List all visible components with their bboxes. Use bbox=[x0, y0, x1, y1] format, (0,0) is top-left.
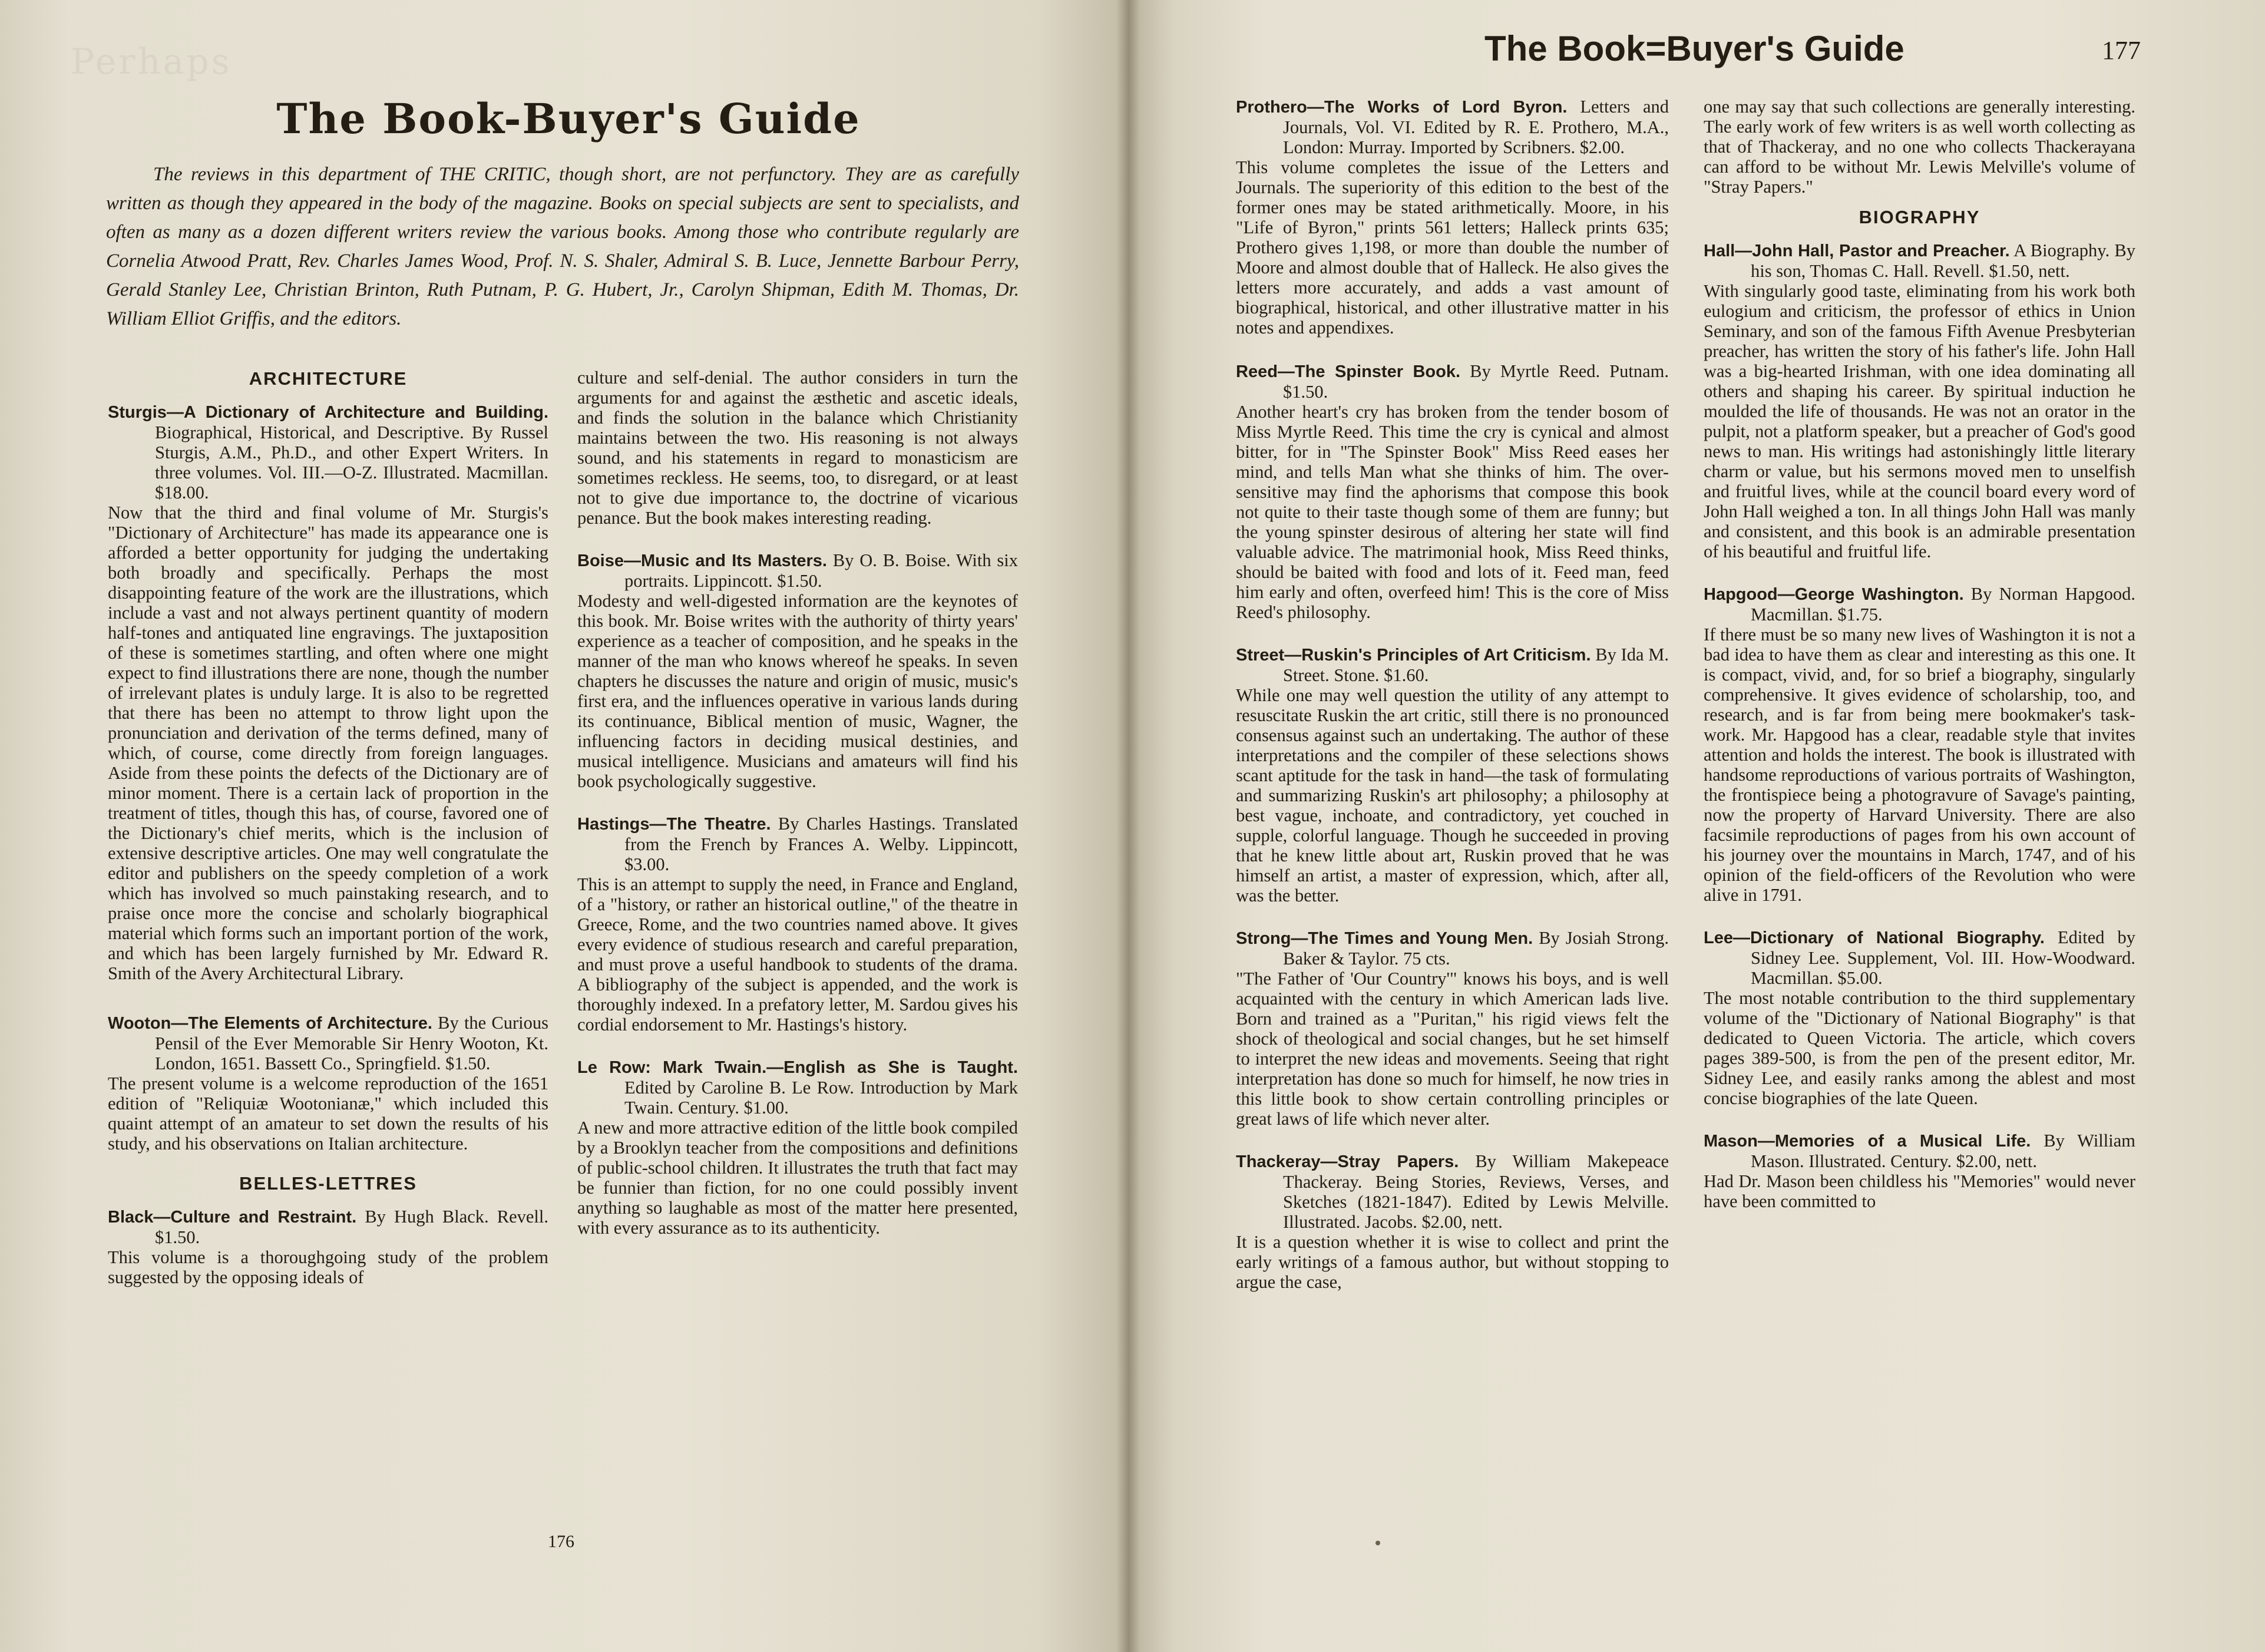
right-column-2 bbox=[1704, 97, 2135, 1231]
intro-text: The reviews in this department of THE CRITIC, though short, are not perfunctory. They are as carefully written as though they appeared in the body of the magazine. Books on special subjects are sent to specialists, and often as many as a dozen different writers review the various books. Among those who contribute regularly are Cornelia Atwood Pratt, Rev. Charles James Wood, Prof. N. S. Shaler, Admiral S. B. Luce, Jennette Barbour Perry, Gerald Stanley Lee, Christian Brinton, Ruth Putnam, P. G. Hubert, Jr., Carolyn Shipman, Edith M. Thomas, Dr. William Elliot Griffis, and the editors. bbox=[106, 164, 1019, 329]
review-title: Lee—Dictionary of National Biography. bbox=[1704, 929, 2045, 947]
review-title: Street—Ruskin's Principles of Art Criticism. bbox=[1236, 646, 1591, 665]
review-body: This volume completes the issue of the Letters and Journals. The superiority of this edition to the best of the former ones may be stated arithmetically. Moore, in his "Life of Byron," prints 561 letters; Halleck prints 635; Prothero gives 1,198, or more than double the number of Moore and almost double that of Halleck. He also gives the letters more accurately, and adds a vast amount of biographical, historical, and other illustrative matter in his notes and appendixes. bbox=[1236, 157, 1669, 338]
review-thackeray-continued bbox=[1704, 97, 2135, 197]
review-meta: By O. B. Boise. With six portraits. Lippincott. $1.50. bbox=[624, 550, 1019, 591]
review-black bbox=[108, 1207, 548, 1287]
review-hastings bbox=[577, 814, 1018, 1035]
running-head: The Book=Buyer's Guide bbox=[1484, 29, 1904, 68]
review-hall bbox=[1704, 240, 2135, 561]
review-body: Another heart's cry has broken from the tender bosom of Miss Myrtle Reed. This time the cry is cynical and almost bitter, for in "The Spinster Book" Miss Reed eases her mind, and tells Man what she thinks of him. The over-sensitive may find the aphorisms that compose this book not quite to their taste though some of them are funny; but the young spinster desirous of altering her state will find valuable advice. The matrimonial hook, Miss Reed thinks, should be baited with food and lots of it. Feed man, feed him early and often, overfeed him! This is the core of Miss Reed's philosophy. bbox=[1236, 402, 1669, 622]
review-sturgis bbox=[108, 402, 548, 983]
review-meta: By William Makepeace Thackeray. Being Stories, Reviews, Verses, and Sketches (1821-1847). Edited by Lewis Melville. Illustrated. Jacobs. $2.00, nett. bbox=[1283, 1151, 1669, 1232]
review-meta: A Biography. By his son, Thomas C. Hall. Revell. $1.50, nett. bbox=[1751, 240, 2136, 281]
review-heading bbox=[1236, 645, 1669, 685]
review-heading bbox=[108, 1013, 548, 1073]
review-heading bbox=[1236, 1151, 1669, 1232]
review-hapgood bbox=[1704, 584, 2135, 905]
review-heading bbox=[1236, 361, 1669, 402]
review-boise bbox=[577, 550, 1018, 791]
review-title: Black—Culture and Restraint. bbox=[108, 1208, 357, 1227]
review-meta: By Hugh Black. Revell. $1.50. bbox=[155, 1207, 548, 1247]
review-title: Sturgis—A Dictionary of Architecture and Building. bbox=[108, 403, 548, 422]
review-meta: By Norman Hapgood. Macmillan. $1.75. bbox=[1751, 584, 2136, 625]
review-body: one may say that such collections are generally interesting. The early work of few writers is as well worth collecting as that of Thackeray, and no one who collects Thackerayana can afford to be without Mr. Lewis Melville's volume of "Stray Papers." bbox=[1704, 97, 2135, 197]
review-meta: By the Curious Pensil of the Ever Memorable Sir Henry Wooton, Kt. London, 1651. Bassett Co., Springfield. $1.50. bbox=[155, 1013, 549, 1073]
review-body: This volume is a thoroughgoing study of the problem suggested by the opposing ideals of bbox=[108, 1247, 548, 1287]
review-lee bbox=[1704, 927, 2135, 1108]
review-heading bbox=[1704, 1131, 2135, 1171]
left-column-1 bbox=[108, 366, 548, 1307]
review-body: If there must be so many new lives of Washington it is not a bad idea to have them as clear and interesting as this one. It is compact, vivid, and, for so brief a biography, singularly comprehensive. It gives evidence of scholarship, too, and research, and is far from being mere bookmaker's task-work. Mr. Hapgood has a clear, readable style that invites attention and holds the interest. The book is illustrated with handsome reproductions of various portraits of Washington, the frontispiece being a photogravure of Savage's painting, now the property of Harvard University. There are also facsimile reproductions of pages from his own account of his journey over the mountains in March, 1747, and of his opinion of the field-officers of the Revolution who were alive in 1791. bbox=[1704, 625, 2135, 905]
review-body: While one may well question the utility of any attempt to resuscitate Ruskin the art critic, still there is no pronounced consensus against such an undertaking. The author of these interpretations and the compiler of these selections shows scant aptitude for the task in hand—the task of formulating and summarizing Ruskin's art philosophy; a philosophy at best vague, inchoate, and contradictory, yet couched in supple, colorful language. Though he succeeded in proving that he knew little about art, Ruskin proved that he was himself an artist, a master of expression, which, after all, was the better. bbox=[1236, 685, 1669, 906]
section-heading-architecture: ARCHITECTURE bbox=[249, 368, 408, 389]
review-body: This is an attempt to supply the need, in France and England, of a "history, or rather an historical outline," of the theatre in Greece, Rome, and the two countries named above. It gives every evidence of studious research and careful preparation, and must prove a useful handbook to students of the drama. A bibliography of the subject is appended, and the work is thoroughly indexed. In a prefatory letter, M. Sardou gives his cordial endorsement to Mr. Hastings's history. bbox=[577, 874, 1018, 1035]
review-heading bbox=[1704, 927, 2135, 988]
review-body: It is a question whether it is wise to collect and print the early writings of a famous author, but without stopping to argue the case, bbox=[1236, 1232, 1669, 1292]
page-number: 177 bbox=[2102, 36, 2141, 65]
right-page bbox=[1128, 0, 2265, 1652]
review-body: With singularly good taste, eliminating from his work both eulogium and criticism, the professor of ethics in Union Seminary, and son of the famous Fifth Avenue Presbyterian preacher, has written the story of his father's life. John Hall was a big-hearted Irishman, with one idea dominating all others and shaping his career. By spiritual induction he moulded the life of thousands. He was not an orator in the pulpit, not a platform speaker, but a preacher of God's good news to man. His writings had astonishingly little literary charm or value, but his sermons moved men to unselfish and fruitful lives, while at the council board every word of John Hall weighed a ton. In all things John Hall was manly and consistent, and this book is an admirable presentation of his beautiful and fruitful life. bbox=[1704, 281, 2135, 561]
review-prothero bbox=[1236, 97, 1669, 338]
review-body: "The Father of 'Our Country'" knows his boys, and is well acquainted with the century in which American lads live. Born and trained as a "Puritan," his rigid views felt the shock of theological and social changes, but he set himself to interpret the new ideas and movements. Seeing that right interpretation has done so much for himself, he now tries in this little book to show certain controlling principles or great laws of life which never alter. bbox=[1236, 969, 1669, 1129]
intro-paragraph bbox=[106, 160, 1019, 333]
review-street bbox=[1236, 645, 1669, 906]
review-heading bbox=[577, 550, 1018, 591]
ink-speck bbox=[1375, 1541, 1380, 1545]
review-heading bbox=[577, 814, 1018, 874]
review-thackeray bbox=[1236, 1151, 1669, 1292]
review-wooton bbox=[108, 1013, 548, 1154]
right-column-1 bbox=[1236, 97, 1669, 1312]
review-body: A new and more attractive edition of the little book compiled by a Brooklyn teacher from the compositions and definitions of public-school children. It illustrates the truth that fact may be funnier than fiction, for no one could possibly invent anything so laughable as most of the matter here presented, with every assurance as to its authenticity. bbox=[577, 1118, 1018, 1238]
review-heading bbox=[1704, 240, 2135, 281]
left-page bbox=[0, 0, 1128, 1652]
review-title: Hall—John Hall, Pastor and Preacher. bbox=[1704, 242, 2010, 260]
review-title: Reed—The Spinster Book. bbox=[1236, 362, 1461, 381]
section-heading-biography: BIOGRAPHY bbox=[1859, 207, 1980, 227]
review-body: Now that the third and final volume of Mr. Sturgis's "Dictionary of Architecture" has made its appearance one is afforded a better opportunity for judging the undertaking both broadly and specifically. Perhaps the most disappointing feature of the work are the illustrations, which include a vast and not always pertinent quantity of modern half-tones and antiquated line engravings. The juxtaposition of these is sometimes startling, and often where one might expect to find illustrations there are none, though the number of irrelevant plates is unduly large. It is also to be regretted that there has been no attempt to throw light upon the pronunciation and derivation of the terms defined, many of which, of course, come directly from foreign languages. Aside from these points the defects of the Dictionary are of minor moment. There is a certain lack of proportion in the treatment of titles, though this has, of course, favored one of the Dictionary's chief merits, which is the inclusion of extensive descriptive articles. One may well congratulate the editor and publishers on the speedy completion of a work which has involved so much painstaking research, and to praise once more the concise and scholarly biographical material which forms such an important portion of the work, and which has been largely furnished by Mr. Edward R. Smith of the Avery Architectural Library. bbox=[108, 503, 548, 983]
review-heading bbox=[577, 1057, 1018, 1118]
review-meta: By Josiah Strong. Baker & Taylor. 75 cts. bbox=[1283, 928, 1669, 969]
review-title: Hastings—The Theatre. bbox=[577, 815, 771, 834]
review-lerow bbox=[577, 1057, 1018, 1238]
review-black-continued bbox=[577, 368, 1018, 528]
review-heading bbox=[1704, 584, 2135, 625]
show-through-text: Perhaps bbox=[71, 41, 232, 82]
review-meta: Biographical, Historical, and Descriptive. By Russel Sturgis, A.M., Ph.D., and other Expert Writers. In three volumes. Vol. III.—O-Z. Illustrated. Macmillan. $18.00. bbox=[155, 422, 548, 503]
review-title: Prothero—The Works of Lord Byron. bbox=[1236, 98, 1568, 117]
book-gutter bbox=[1116, 0, 1140, 1652]
review-body: culture and self-denial. The author considers in turn the arguments for and against the æsthetic and ascetic ideals, and finds the solution in the balance which Christianity maintains between the two. His reasoning is not always sound, and his statements in regard to monasticism are sometimes reckless. He seems, too, to disregard, or at least not to give due importance to, the doctrine of vicarious penance. But the book makes interesting reading. bbox=[577, 368, 1018, 528]
review-meta: By Charles Hastings. Translated from the French by Frances A. Welby. Lippincott, $3.00. bbox=[624, 814, 1018, 874]
review-heading bbox=[108, 1207, 548, 1247]
review-title: Hapgood—George Washington. bbox=[1704, 585, 1964, 604]
review-body: Modesty and well-digested information are the keynotes of this book. Mr. Boise writes with the authority of thirty years' experience as a teacher of composition, and he speaks in the manner of the man who knows whereof he speaks. In seven chapters he discusses the nature and origin of music, music's first era, and the influences operative in various lands during its continuance, Biblical mention of music, Wagner, the influencing factors in deciding musical destinies, and musical intelligence. Musicians and amateurs will find his book psychologically suggestive. bbox=[577, 591, 1018, 791]
review-heading bbox=[1236, 97, 1669, 157]
review-title: Boise—Music and Its Masters. bbox=[577, 551, 827, 570]
review-strong bbox=[1236, 928, 1669, 1129]
review-meta: Edited by Caroline B. Le Row. Introduction by Mark Twain. Century. $1.00. bbox=[624, 1078, 1018, 1118]
review-heading bbox=[1236, 928, 1669, 969]
review-heading bbox=[108, 402, 548, 503]
page-number: 176 bbox=[548, 1532, 574, 1551]
review-mason bbox=[1704, 1131, 2135, 1211]
review-title: Wooton—The Elements of Architecture. bbox=[108, 1014, 432, 1033]
review-title: Thackeray—Stray Papers. bbox=[1236, 1152, 1459, 1171]
review-meta: By Ida M. Street. Stone. $1.60. bbox=[1283, 645, 1669, 685]
left-column-2 bbox=[577, 368, 1018, 1258]
review-reed bbox=[1236, 361, 1669, 622]
review-title: Strong—The Times and Young Men. bbox=[1236, 929, 1533, 948]
review-body: Had Dr. Mason been childless his "Memories" would never have been committed to bbox=[1704, 1171, 2135, 1211]
section-heading-belles-lettres: BELLES-LETTRES bbox=[239, 1173, 417, 1194]
review-meta: By William Mason. Illustrated. Century. $2.00, nett. bbox=[1751, 1131, 2135, 1171]
review-body: The most notable contribution to the third supplementary volume of the "Dictionary of National Biography" is that dedicated to Queen Victoria. The article, which covers pages 389-500, is from the pen of the present editor, Mr. Sidney Lee, and easily ranks among the ablest and most concise biographies of the late Queen. bbox=[1704, 988, 2135, 1108]
review-title: Le Row: Mark Twain.—English as She is Taught. bbox=[577, 1058, 1018, 1077]
review-meta: Edited by Sidney Lee. Supplement, Vol. III. How-Woodward. Macmillan. $5.00. bbox=[1751, 927, 2135, 988]
page-masthead: The Book-Buyer's Guide bbox=[276, 94, 861, 143]
review-meta: By Myrtle Reed. Putnam. $1.50. bbox=[1283, 361, 1669, 402]
review-body: The present volume is a welcome reproduction of the 1651 edition of "Reliquiæ Wootonianæ," which included this quaint attempt of an amateur to set down the results of his study, and his observations on Italian architecture. bbox=[108, 1073, 548, 1154]
review-meta: Letters and Journals, Vol. VI. Edited by R. E. Prothero, M.A., London: Murray. Imported by Scribners. $2.00. bbox=[1283, 97, 1669, 157]
review-title: Mason—Memories of a Musical Life. bbox=[1704, 1132, 2031, 1151]
